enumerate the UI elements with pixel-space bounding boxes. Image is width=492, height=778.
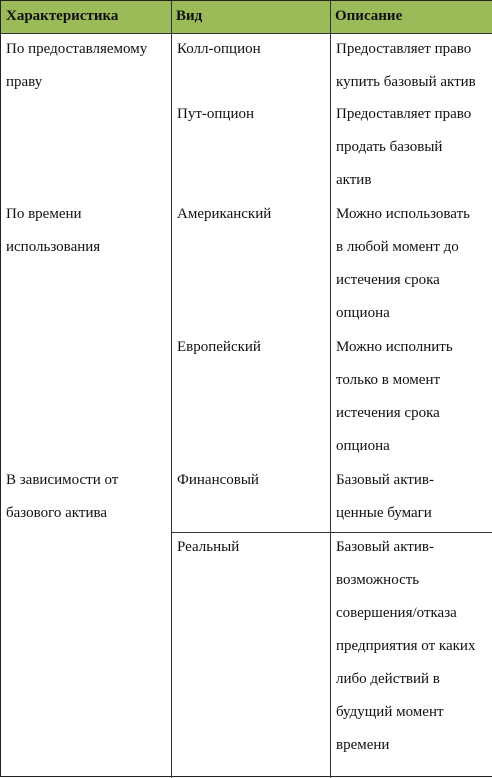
table-row-characteristic: В зависимости от базового актива xyxy=(6,472,119,521)
table-row-kind: Реальный xyxy=(177,539,240,555)
table-row-description: Можно использовать в любой момент до истечения срока опциона xyxy=(336,206,470,321)
table-row-description: Предоставляет право продать базовый актив xyxy=(336,106,472,188)
table-row-kind: Пут-опцион xyxy=(177,106,254,122)
header-description: Описание xyxy=(335,8,403,24)
table-row-description: Базовый актив- ценные бумаги xyxy=(336,472,434,521)
table-row-kind: Колл-опцион xyxy=(177,41,261,57)
header-kind: Вид xyxy=(176,8,203,24)
table-row-kind: Американский xyxy=(177,206,272,222)
table-row-characteristic: По предоставляемому праву xyxy=(6,41,148,90)
table-row-kind: Европейский xyxy=(177,339,261,355)
table-row-kind: Финансовый xyxy=(177,472,259,488)
table-header xyxy=(1,1,492,34)
table-row-characteristic: По времени использования xyxy=(6,206,101,255)
table-row-description: Можно исполнить только в момент истечения срока опциона xyxy=(336,339,453,454)
table-row-description: Базовый актив- возможность совершения/отказа предприятия от каких либо действий в будущий момент времени xyxy=(336,539,476,753)
header-characteristic: Характеристика xyxy=(6,8,119,24)
table-row-description: Предоставляет право купить базовый актив xyxy=(336,41,476,90)
